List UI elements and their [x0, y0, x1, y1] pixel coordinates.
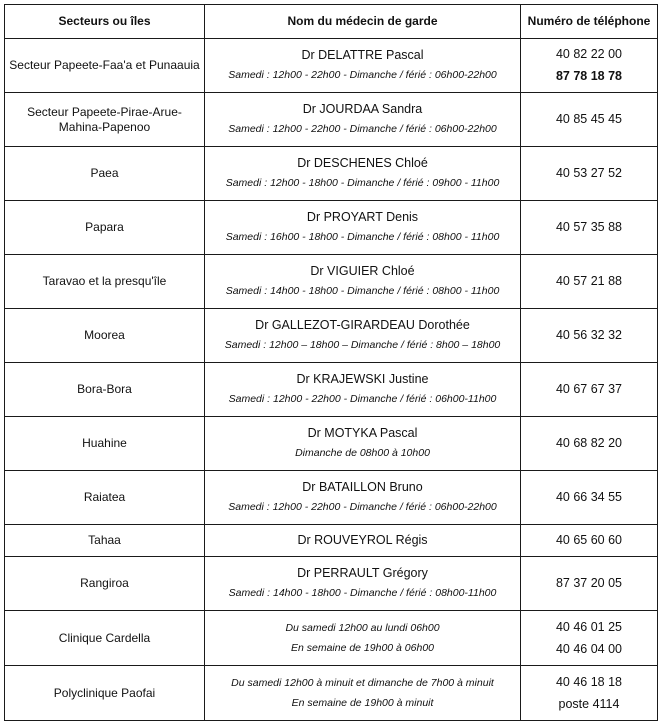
header-sectors: Secteurs ou îles	[5, 5, 205, 39]
doctor-name: Dr JOURDAA Sandra	[302, 102, 423, 116]
phone-number: 40 65 60 60	[555, 533, 623, 547]
on-call-doctors-table	[4, 4, 658, 721]
phone-cell	[521, 363, 658, 417]
phone-cell	[521, 666, 658, 721]
phone-cell	[521, 39, 658, 93]
doctor-cell	[205, 309, 521, 363]
table-row	[5, 39, 658, 93]
header-phone: Numéro de téléphone	[521, 5, 658, 39]
sector-cell: Bora-Bora	[5, 363, 205, 417]
phone-cell	[521, 471, 658, 525]
phone-number: 40 56 32 32	[555, 328, 623, 342]
table-row	[5, 255, 658, 309]
table-row	[5, 557, 658, 611]
phone-number: 40 57 35 88	[555, 220, 623, 234]
on-call-hours: En semaine de 19h00 à 06h00	[290, 641, 435, 654]
on-call-hours: Samedi : 12h00 – 18h00 – Dimanche / férié : 8h00 – 18h00	[224, 339, 501, 351]
phone-number: 40 68 82 20	[555, 436, 623, 450]
doctor-name: Dr VIGUIER Chloé	[310, 264, 415, 278]
table-row	[5, 611, 658, 666]
phone-cell	[521, 611, 658, 666]
sector-cell: Taravao et la presqu'île	[5, 255, 205, 309]
doctor-name: Dr BATAILLON Bruno	[302, 480, 423, 494]
table-body	[5, 39, 658, 721]
on-call-hours: Samedi : 12h00 - 22h00 - Dimanche / férié : 06h00-22h00	[228, 69, 497, 81]
doctor-name: Dr KRAJEWSKI Justine	[296, 372, 429, 386]
phone-number: 40 46 04 00	[555, 641, 623, 656]
doctor-name: Dr PERRAULT Grégory	[297, 566, 428, 580]
doctor-cell	[205, 471, 521, 525]
phone-number: 40 85 45 45	[555, 112, 623, 126]
sector-cell: Rangiroa	[5, 557, 205, 611]
sector-cell: Papara	[5, 201, 205, 255]
table-row	[5, 309, 658, 363]
phone-number: 40 46 01 25	[555, 619, 623, 634]
phone-cell	[521, 309, 658, 363]
phone-number: 40 82 22 00	[555, 47, 623, 61]
phone-number: 87 37 20 05	[555, 576, 623, 590]
doctor-cell	[205, 255, 521, 309]
sector-cell: Polyclinique Paofai	[5, 666, 205, 721]
on-call-hours: En semaine de 19h00 à minuit	[291, 696, 434, 709]
sector-cell: Raiatea	[5, 471, 205, 525]
on-call-hours: Samedi : 14h00 - 18h00 - Dimanche / férié : 08h00 - 11h00	[225, 285, 500, 297]
on-call-hours: Samedi : 12h00 - 18h00 - Dimanche / férié : 09h00 - 11h00	[225, 177, 500, 189]
doctor-cell	[205, 147, 521, 201]
doctor-cell	[205, 525, 521, 557]
sector-cell: Secteur Papeete-Faa'a et Punaauia	[5, 39, 205, 93]
phone-number: 40 57 21 88	[555, 274, 623, 288]
on-call-hours: Samedi : 12h00 - 22h00 - Dimanche / férié : 06h00-22h00	[228, 501, 497, 513]
doctor-name: Dr PROYART Denis	[306, 210, 419, 224]
table-row	[5, 363, 658, 417]
phone-cell	[521, 201, 658, 255]
table-row	[5, 417, 658, 471]
table-row	[5, 93, 658, 147]
doctor-name: Dr DESCHENES Chloé	[297, 156, 428, 170]
doctor-name: Dr MOTYKA Pascal	[307, 426, 418, 440]
on-call-hours: Du samedi 12h00 à minuit et dimanche de 7h00 à minuit	[231, 676, 494, 689]
table-row	[5, 666, 658, 721]
doctor-cell	[205, 666, 521, 721]
header-row	[5, 5, 658, 39]
table-row	[5, 525, 658, 557]
on-call-hours: Samedi : 16h00 - 18h00 - Dimanche / férié : 08h00 - 11h00	[225, 231, 500, 243]
sector-cell: Clinique Cardella	[5, 611, 205, 666]
phone-cell	[521, 557, 658, 611]
phone-cell	[521, 255, 658, 309]
sector-cell: Huahine	[5, 417, 205, 471]
phone-cell	[521, 93, 658, 147]
doctor-cell	[205, 93, 521, 147]
phone-number: 87 78 18 78	[555, 69, 623, 83]
sector-cell: Secteur Papeete-Pirae-Arue-Mahina-Papenoo	[5, 93, 205, 147]
on-call-hours: Samedi : 14h00 - 18h00 - Dimanche / férié : 08h00-11h00	[228, 587, 497, 599]
phone-cell	[521, 147, 658, 201]
phone-cell	[521, 525, 658, 557]
on-call-hours: Dimanche de 08h00 à 10h00	[295, 447, 430, 459]
phone-number: 40 53 27 52	[555, 166, 623, 180]
on-call-hours: Samedi : 12h00 - 22h00 - Dimanche / férié : 06h00-22h00	[228, 123, 497, 135]
doctor-name: Dr GALLEZOT-GIRARDEAU Dorothée	[255, 318, 470, 332]
table-row	[5, 471, 658, 525]
phone-number: 40 67 67 37	[555, 382, 623, 396]
sector-cell: Moorea	[5, 309, 205, 363]
doctor-cell	[205, 39, 521, 93]
table-row	[5, 147, 658, 201]
phone-number: poste 4114	[558, 696, 620, 711]
table-row	[5, 201, 658, 255]
phone-number: 40 46 18 18	[555, 674, 623, 689]
sector-cell: Paea	[5, 147, 205, 201]
doctor-cell	[205, 557, 521, 611]
doctor-cell	[205, 201, 521, 255]
sector-cell: Tahaa	[5, 525, 205, 557]
on-call-hours: Du samedi 12h00 au lundi 06h00	[285, 621, 440, 634]
phone-cell	[521, 417, 658, 471]
phone-number: 40 66 34 55	[555, 490, 623, 504]
doctor-cell	[205, 417, 521, 471]
doctor-cell	[205, 611, 521, 666]
header-doctor: Nom du médecin de garde	[205, 5, 521, 39]
on-call-hours: Samedi : 12h00 - 22h00 - Dimanche / férié : 06h00-11h00	[228, 393, 497, 405]
doctor-name: Dr DELATTRE Pascal	[301, 48, 424, 62]
doctor-cell	[205, 363, 521, 417]
doctor-name: Dr ROUVEYROL Régis	[297, 533, 428, 547]
